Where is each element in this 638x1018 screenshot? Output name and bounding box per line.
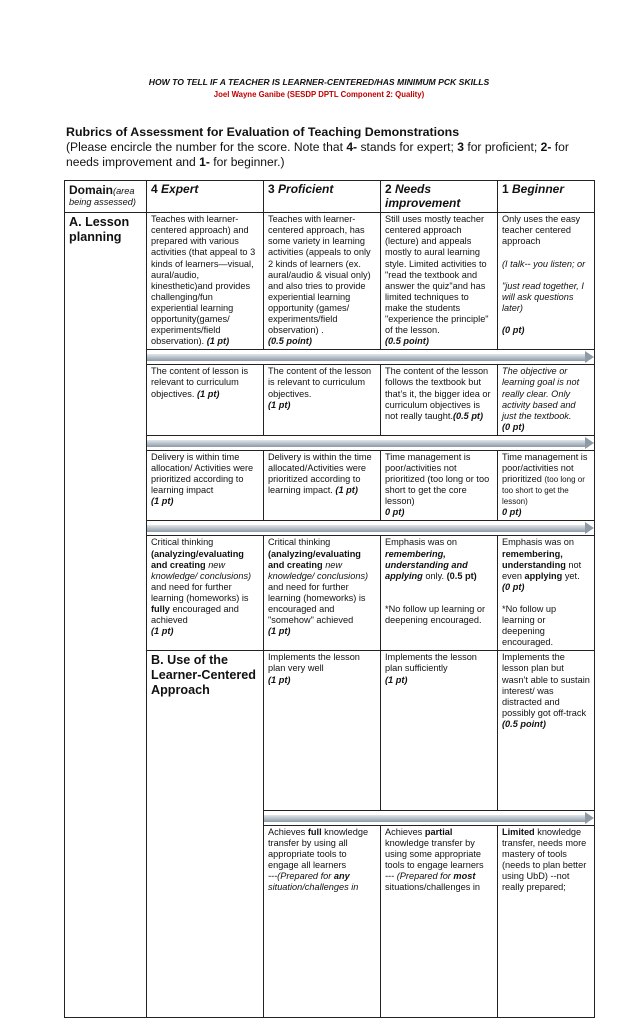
- cell-a2-proficient: The content of the lesson is relevant to curriculum objectives. (1 pt): [264, 365, 381, 436]
- cell-a3-needs: Time management is poor/activities not prioritized (too long or too short to get the core lesson) 0 pt): [381, 450, 498, 521]
- cell-a4-needs: Emphasis was on remembering, understanding and applying only. (0.5 pt) *No follow up learning or deepening encouraged.: [381, 536, 498, 651]
- cell-a4-proficient: Critical thinking (analyzing/evaluating and creating new knowledge/ conclusions) and need for further learning (homeworks) is encouraged and "somehow" achieved (1 pt): [264, 536, 381, 651]
- header-needs-improvement: 2 Needs improvement: [381, 181, 498, 213]
- cell-a2-needs: The content of the lesson follows the textbook but that’s it, the bigger idea or curriculum objectives is not really taught.(0.5 pt): [381, 365, 498, 436]
- header-row: [65, 181, 595, 213]
- cell-a1-expert: Teaches with learner-centered approach) and prepared with various activities (that appeal to 3 kinds of learners—visual, aural/audio, kinesthetic)and provides challenging/fun experiential learning opportunity(games/ experiments/field observation). (1 pt): [147, 213, 264, 350]
- rubric-table: [64, 180, 595, 1018]
- cell-a4-beginner: Emphasis was on remembering, understanding not even applying yet. (0 pt) *No follow up learning or deepening encouraged.: [498, 536, 595, 651]
- cell-a1-needs: Still uses mostly teacher centered approach (lecture) and appeals mostly to aural learning style. Limited activities to "read the textbook and answer the quiz"and has limited techniques to make the students "experience the principle" of the lesson. (0.5 point): [381, 213, 498, 350]
- progress-arrow: [147, 351, 594, 363]
- cell-b2-expert: Achieves full knowledge transfer by using all appropriate tools to engage all learners ---(Prepared for any situation/challenges in: [264, 825, 381, 1018]
- cell-b2-needs: Limited knowledge transfer, needs more mastery of tools (needs to plan better using UbD) --not really prepared;: [498, 825, 595, 1018]
- cell-a3-proficient: Delivery is within the time allocated/Activities were prioritized according to learning impact. (1 pt): [264, 450, 381, 521]
- header-expert: 4 Expert: [147, 181, 264, 213]
- document-title: Rubrics of Assessment for Evaluation of Teaching Demonstrations: [66, 125, 460, 139]
- progress-arrow: [147, 522, 594, 534]
- cell-a1-proficient: Teaches with learner-centered approach, has some variety in learning activities (appeals to only 2 kinds of learners (ex. aural/audio & visual only) and also tries to provide experiential learning opportunity (games/ experiments/field observation) . (0.5 point): [264, 213, 381, 350]
- instructions: (Please encircle the number for the score. Note that 4- stands for expert; 3 for proficient; 2- for needs improvement and 1- for beginner.): [66, 140, 569, 169]
- cell-b2-proficient: Achieves partial knowledge transfer by using some appropriate tools to engage learners --- (Prepared for most situations/challenges in: [381, 825, 498, 1018]
- cell-a3-expert: Delivery is within time allocation/ Activities were prioritized according to learning impact (1 pt): [147, 450, 264, 521]
- cell-a3-beginner: Time management is poor/activities not prioritized (too long or too short to get the lesson) 0 pt): [498, 450, 595, 521]
- header-title: HOW TO TELL IF A TEACHER IS LEARNER-CENTERED/HAS MINIMUM PCK SKILLS: [148, 77, 490, 87]
- cell-a2-expert: The content of lesson is relevant to curriculum objectives. (1 pt): [147, 365, 264, 436]
- header-author: Joel Wayne Ganibe (SESDP DPTL Component 2: Quality): [213, 90, 425, 99]
- progress-arrow: [147, 437, 594, 449]
- cell-b1-proficient: Implements the lesson plan sufficiently (1 pt): [381, 651, 498, 810]
- cell-a1-beginner: Only uses the easy teacher centered approach (I talk-- you listen; or "just read together, I will ask questions later) (0 pt): [498, 213, 595, 350]
- cell-b1-expert: Implements the lesson plan very well (1 pt): [264, 651, 381, 810]
- row-a1: [65, 213, 595, 350]
- domain-a: A. Lesson planning: [65, 213, 147, 1018]
- header-beginner: 1 Beginner: [498, 181, 595, 213]
- progress-arrow: [264, 812, 594, 824]
- cell-a4-expert: Critical thinking (analyzing/evaluating and creating new knowledge/ conclusions) and need for further learning (homeworks) is fully encouraged and achieved (1 pt): [147, 536, 264, 651]
- header-proficient: 3 Proficient: [264, 181, 381, 213]
- cell-b1-needs: Implements the lesson plan but wasn’t able to sustain interest/ was distracted and possibly got off-track (0.5 point): [498, 651, 595, 810]
- domain-b: B. Use of the Learner-Centered Approach: [147, 651, 264, 1018]
- header-domain: Domain(area being assessed): [65, 181, 147, 213]
- cell-a2-beginner: The objective or learning goal is not really clear. Only activity based and just the textbook. (0 pt): [498, 365, 595, 436]
